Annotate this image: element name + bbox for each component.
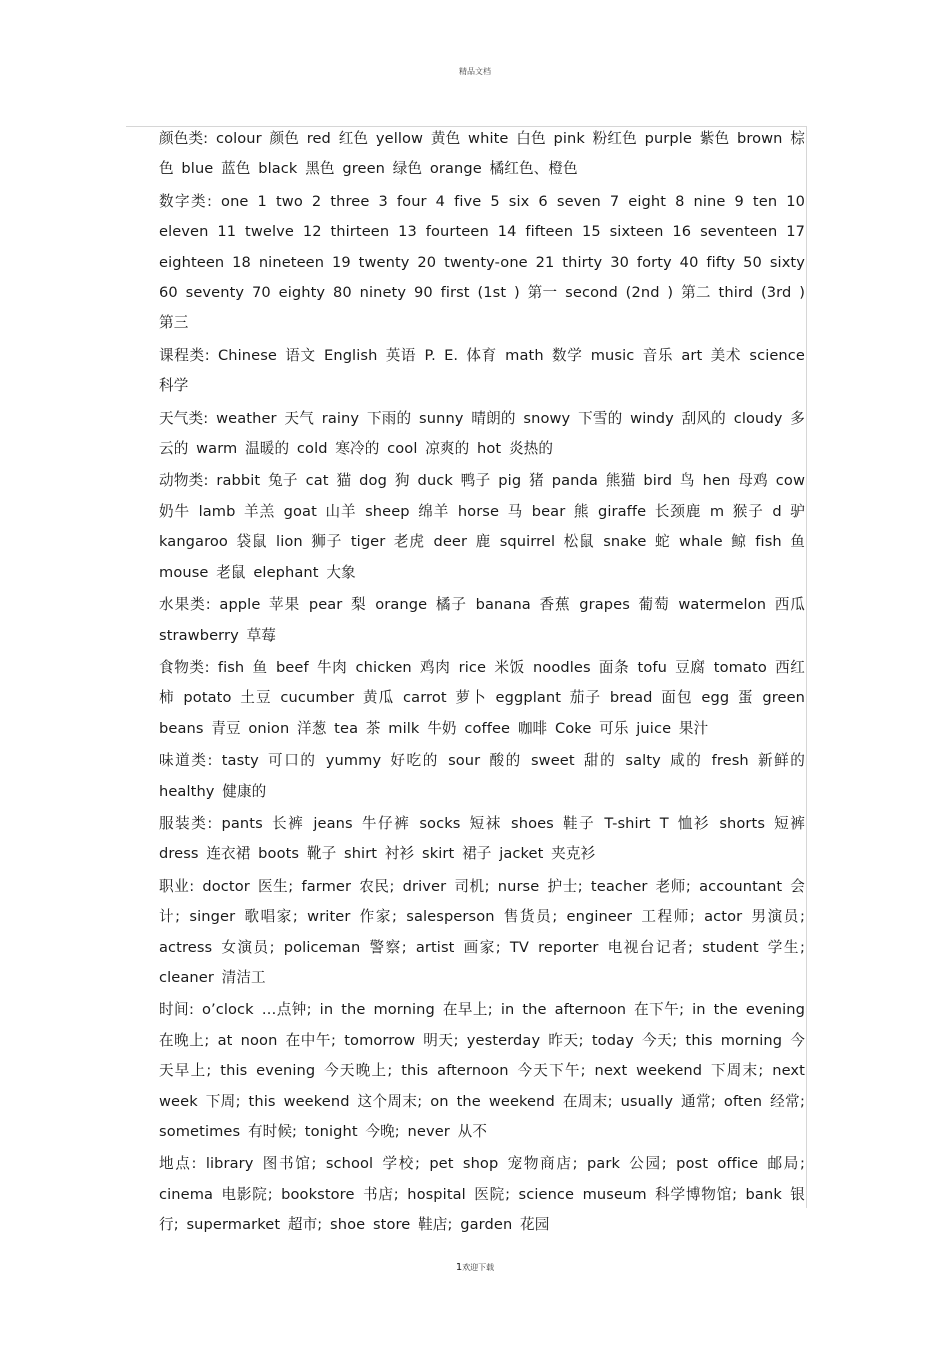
paragraph-places: 地点: library 图书馆; school 学校; pet shop 宠物商店; park 公园; post office 邮局; cinema 电影院; bookstore 书店; hospital 医院; science museum 科学博物馆; bank 银行; supermarket 超市; shoe store 鞋店; garden 花园 bbox=[159, 1155, 805, 1234]
footer-text: 欢迎下载 bbox=[462, 1263, 495, 1272]
paragraph-tastes: 味道类: tasty 可口的 yummy 好吃的 sour 酸的 sweet 甜的 salty 咸的 fresh 新鲜的 healthy 健康的 bbox=[159, 752, 805, 800]
page-number: 1 bbox=[455, 1262, 463, 1273]
paragraph-numbers: 数字类: one 1 two 2 three 3 four 4 five 5 six 6 seven 7 eight 8 nine 9 ten 10 eleven 11 twelve 12 thirteen 13 fourteen 14 fifteen 15 sixteen 16 seventeen 17 eighteen 18 nineteen 19 twenty 20 twenty-one 21 thirty 30 forty 40 fifty 50 sixty 60 seventy 70 eighty 80 ninety 90 first (1st ) 第一 second (2nd ) 第二 third (3rd ) 第三 bbox=[159, 192, 805, 332]
page-footer bbox=[0, 1262, 950, 1273]
paragraph-jobs: 职业: doctor 医生; farmer 农民; driver 司机; nurse 护士; teacher 老师; accountant 会计; singer 歌唱家; writer 作家; salesperson 售货员; engineer 工程师; actor 男演员; actress 女演员; policeman 警察; artist 画家; TV reporter 电视台记者; student 学生; cleaner 清洁工 bbox=[159, 877, 805, 986]
paragraph-colors: 颜色类: colour 颜色 red 红色 yellow 黄色 white 白色 pink 粉红色 purple 紫色 brown 棕色 blue 蓝色 black 黑色 green 绿色 orange 橘红色、橙色 bbox=[159, 130, 805, 178]
paragraph-fruits: 水果类: apple 苹果 pear 梨 orange 橘子 banana 香蕉 grapes 葡萄 watermelon 西瓜 strawberry 草莓 bbox=[159, 596, 805, 644]
paragraph-animals: 动物类: rabbit 兔子 cat 猫 dog 狗 duck 鸭子 pig 猪 panda 熊猫 bird 鸟 hen 母鸡 cow 奶牛 lamb 羊羔 goat 山羊 sheep 绵羊 horse 马 bear 熊 giraffe 长颈鹿 m 猴子 d 驴 kangaroo 袋鼠 lion 狮子 tiger 老虎 deer 鹿 squirrel 松鼠 snake 蛇 whale 鲸 fish 鱼 mouse 老鼠 elephant 大象 bbox=[159, 472, 805, 581]
paragraph-subjects: 课程类: Chinese 语文 English 英语 P. E. 体育 math 数学 music 音乐 art 美术 science 科学 bbox=[159, 346, 805, 395]
paragraph-food: 食物类: fish 鱼 beef 牛肉 chicken 鸡肉 rice 米饭 noodles 面条 tofu 豆腐 tomato 西红柿 potato 土豆 cucumber 黄瓜 carrot 萝卜 eggplant 茄子 bread 面包 egg 蛋 green beans 青豆 onion 洋葱 tea 茶 milk 牛奶 coffee 咖啡 Coke 可乐 juice 果汁 bbox=[159, 658, 805, 737]
right-border-line bbox=[806, 126, 807, 1208]
paragraph-clothes: 服装类: pants 长裤 jeans 牛仔裤 socks 短袜 shoes 鞋子 T-shirt T 恤衫 shorts 短裤 dress 连衣裙 boots 靴子 shirt 衬衫 skirt 裙子 jacket 夹克衫 bbox=[159, 814, 805, 863]
page-header: 精品文档 bbox=[459, 67, 491, 76]
paragraph-time: 时间: o’clock …点钟; in the morning 在早上; in the afternoon 在下午; in the evening 在晚上; at noon 在中午; tomorrow 明天; yesterday 昨天; today 今天; this morning 今天早上; this evening 今天晚上; this afternoon 今天下午; next weekend 下周末; next week 下周; this weekend 这个周末; on the weekend 在周末; usually 通常; often 经常; sometimes 有时候; tonight 今晚; never 从不 bbox=[159, 1001, 805, 1140]
document-body bbox=[159, 124, 805, 1243]
paragraph-weather: 天气类: weather 天气 rainy 下雨的 sunny 晴朗的 snowy 下雪的 windy 刮风的 cloudy 多云的 warm 温暖的 cold 寒冷的 cool 凉爽的 hot 炎热的 bbox=[159, 409, 805, 458]
